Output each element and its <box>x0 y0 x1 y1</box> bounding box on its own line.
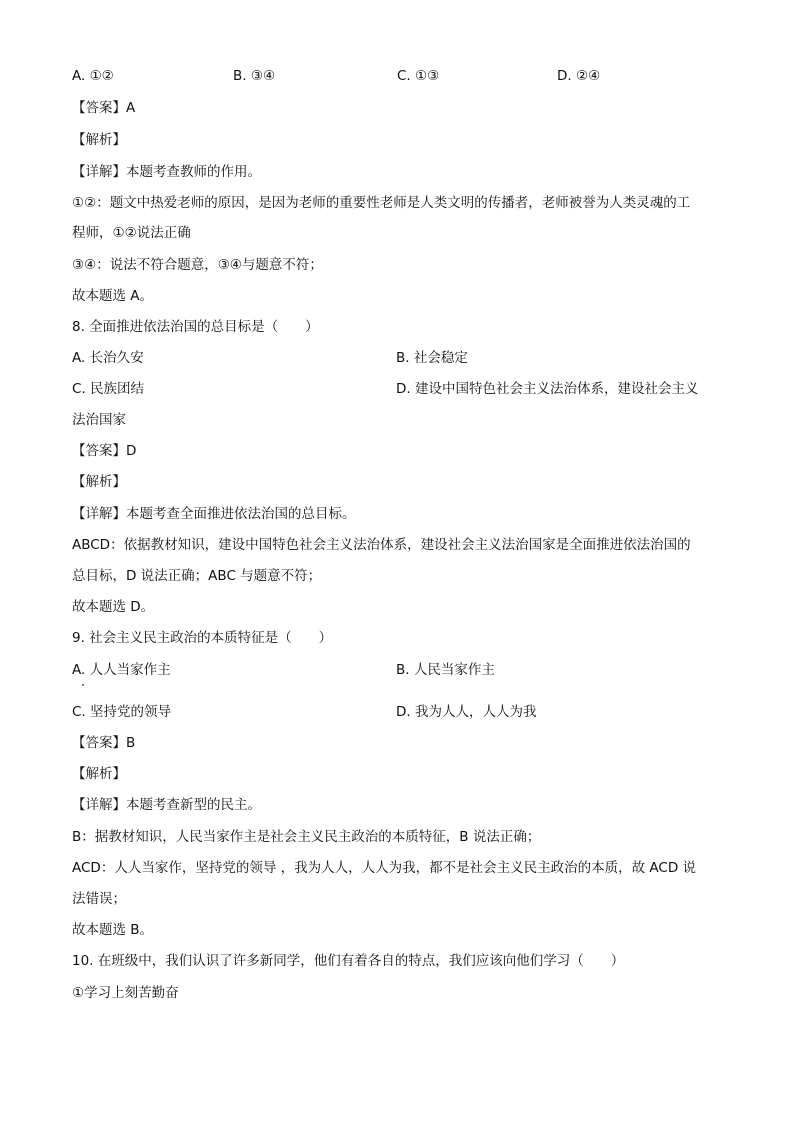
q8-option-c: C. 民族团结 <box>72 381 145 397</box>
q9-option-d: D. 我为人人，人人为我 <box>396 704 537 720</box>
q9-option-a: A. 人人当家作主 <box>72 662 171 678</box>
answer-label: 【答案】 <box>72 735 126 751</box>
q9-explanation-line: ACD：人人当家作，坚持党的领导 ，我为人人，人人为我，都不是社会主义民主政治的本质，故 ACD 说 <box>72 860 697 876</box>
answer-value: A <box>126 100 136 116</box>
q9-analysis-label: 【解析】 <box>72 766 126 782</box>
q7-option-a: A. ①② <box>72 68 114 84</box>
q7-option-d: D. ②④ <box>557 68 601 84</box>
q9-detail <box>72 796 261 814</box>
q8-explanation-line: 总目标，D 说法正确；ABC 与题意不符； <box>72 568 322 584</box>
q8-stem: 8. 全面推进依法治国的总目标是（ ） <box>72 319 319 335</box>
answer-value: B <box>126 735 136 751</box>
stray-dot <box>82 684 84 686</box>
q7-explanation-line: ③④：说法不符合题意，③④与题意不符； <box>72 257 323 273</box>
q8-option-b: B. 社会稳定 <box>396 350 468 366</box>
q8-explanation-line: ABCD：依据教材知识，建设中国特色社会主义法治体系，建设社会主义法治国家是全面推进依法治国的 <box>72 537 691 553</box>
q9-explanation-line: 法错误； <box>72 891 126 907</box>
answer-label: 【答案】 <box>72 100 126 116</box>
q9-option-b: B. 人民当家作主 <box>396 662 495 678</box>
q9-option-c: C. 坚持党的领导 <box>72 704 172 720</box>
q7-option-b: B. ③④ <box>233 68 276 84</box>
q8-conclusion: 故本题选 D。 <box>72 599 155 615</box>
q7-option-c: C. ①③ <box>397 68 440 84</box>
q10-item-1: ①学习上刻苦勤奋 <box>72 985 179 1001</box>
q7-explanation-line: ①②：题文中热爱老师的原因，是因为老师的重要性老师是人类文明的传播者，老师被誉为人类灵魂的工 <box>72 195 691 211</box>
q7-detail <box>72 163 261 181</box>
detail-text: 本题考查全面推进依法治国的总目标。 <box>126 506 356 522</box>
q9-answer <box>72 734 135 752</box>
q7-answer <box>72 99 135 117</box>
q9-explanation-line: B：据教材知识，人民当家作主是社会主义民主政治的本质特征，B 说法正确； <box>72 829 541 845</box>
q7-explanation-line: 程师，①②说法正确 <box>72 225 191 241</box>
answer-label: 【答案】 <box>72 443 126 459</box>
detail-label: 【详解】 <box>72 164 126 180</box>
detail-label: 【详解】 <box>72 797 126 813</box>
q10-stem: 10. 在班级中，我们认识了许多新同学，他们有着各自的特点，我们应该向他们学习（ ） <box>72 953 625 969</box>
q7-analysis-label: 【解析】 <box>72 132 126 148</box>
detail-text: 本题考查新型的民主。 <box>126 797 261 813</box>
detail-label: 【详解】 <box>72 506 126 522</box>
q8-option-a: A. 长治久安 <box>72 350 144 366</box>
detail-text: 本题考查教师的作用。 <box>126 164 261 180</box>
q8-detail <box>72 505 356 523</box>
q8-option-d: D. 建设中国特色社会主义法治体系，建设社会主义 <box>396 381 699 397</box>
q9-stem: 9. 社会主义民主政治的本质特征是（ ） <box>72 630 333 646</box>
q7-conclusion: 故本题选 A。 <box>72 288 154 304</box>
answer-value: D <box>126 443 137 459</box>
q8-option-d-continued: 法治国家 <box>72 412 126 428</box>
q9-conclusion: 故本题选 B。 <box>72 922 154 938</box>
q8-answer <box>72 442 136 460</box>
q8-analysis-label: 【解析】 <box>72 474 126 490</box>
